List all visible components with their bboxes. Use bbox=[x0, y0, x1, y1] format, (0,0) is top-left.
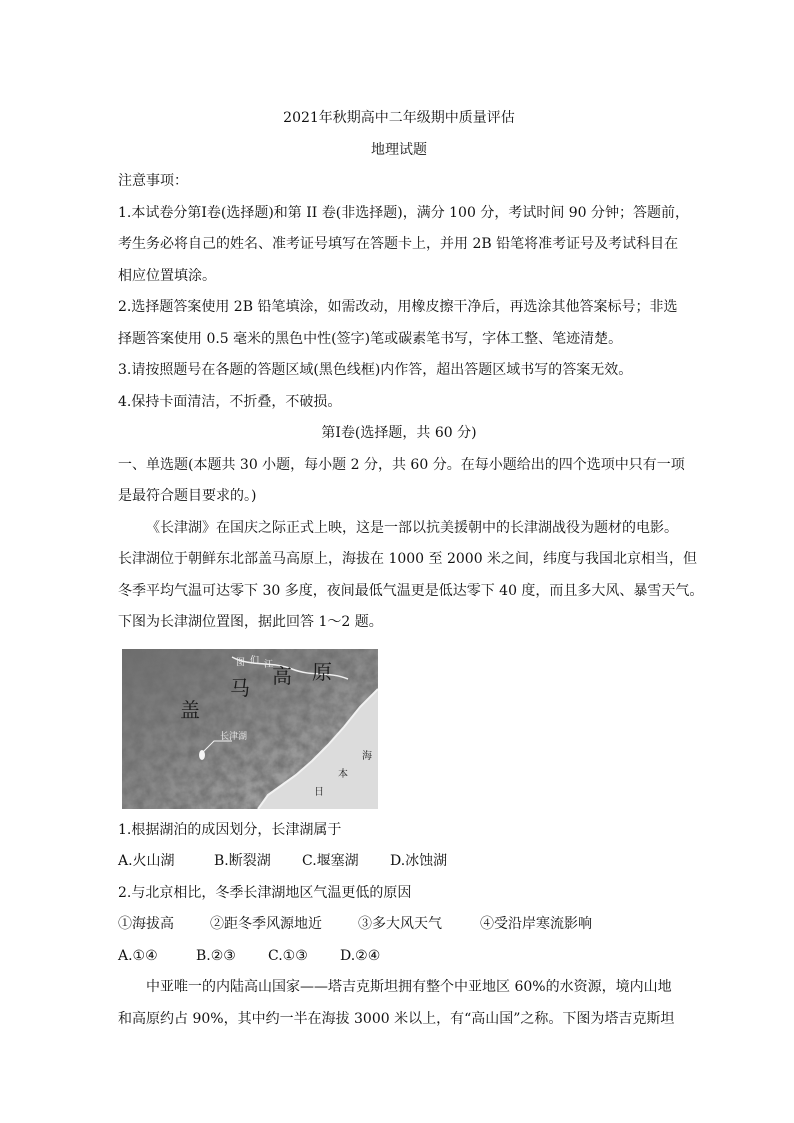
sea-label-2: 本 bbox=[338, 768, 348, 780]
changjin-lake bbox=[199, 750, 205, 760]
passage-line: 冬季平均气温可达零下 30 多度，夜间最低气温更是低达零下 40 度，而且多大风、暴雪天气。 bbox=[118, 582, 704, 599]
factor-1: ①海拔高 bbox=[118, 916, 174, 932]
passage-line: 下图为长津湖位置图，据此回答 1～2 题。 bbox=[118, 614, 383, 630]
passage-line: 长津湖位于朝鲜东北部盖马高原上，海拔在 1000 至 2000 米之间，纬度与我国北京相当，但 bbox=[118, 551, 698, 567]
river-label-2: 们 bbox=[250, 655, 260, 666]
question-1-options bbox=[118, 846, 680, 878]
notice-line: 择题答案使用 0.5 毫米的黑色中性(签字)笔或碳素笔书写，字体工整、笔迹清楚。 bbox=[118, 330, 623, 347]
option-b[interactable]: B.断裂湖 bbox=[214, 853, 271, 869]
option-c[interactable]: C.①③ bbox=[268, 947, 308, 964]
question-2-options bbox=[118, 941, 680, 973]
section-instruction: 一、单选题(本题共 30 小题，每小题 2 分，共 60 分。在每小题给出的四个选项中只有一项 bbox=[118, 456, 685, 473]
passage-line: 和高原约占 90%，其中约一半在海拔 3000 米以上，有“高山国”之称。下图为塔吉克斯坦 bbox=[118, 1010, 675, 1027]
plateau-label-2: 马 bbox=[230, 675, 250, 700]
option-a[interactable]: A.火山湖 bbox=[118, 853, 175, 869]
notice-line: 考生务必将自己的姓名、准考证号填写在答题卡上，并用 2B 铅笔将准考证号及考试科目在 bbox=[118, 236, 679, 252]
changjin-lake-location-map bbox=[122, 649, 378, 809]
sea-label-1: 日 bbox=[314, 786, 324, 798]
exam-title: 2021年秋期高中二年级期中质量评估 bbox=[283, 110, 515, 126]
passage-line: 《长津湖》在国庆之际正式上映，这是一部以抗美援朝中的长津湖战役为题材的电影。 bbox=[146, 519, 678, 536]
option-a[interactable]: A.①④ bbox=[118, 947, 158, 964]
notice-line: 1.本试卷分第Ⅰ卷(选择题)和第 II 卷(非选择题)，满分 100 分，考试时间 90 分钟；答题前， bbox=[118, 204, 690, 221]
factor-3: ③多大风天气 bbox=[358, 916, 442, 932]
plateau-label-3: 高 bbox=[272, 663, 292, 688]
plateau-label-1: 盖 bbox=[180, 697, 200, 722]
river-label-1: 图 bbox=[236, 657, 246, 668]
river-label-3: 江 bbox=[264, 659, 274, 670]
question-1-stem: 1.根据湖泊的成因划分，长津湖属于 bbox=[118, 821, 342, 838]
notice-line: 3.请按照题号在各题的答题区域(黑色线框)内作答，超出答题区域书写的答案无效。 bbox=[118, 362, 633, 378]
notice-line: 相应位置填涂。 bbox=[118, 267, 216, 284]
notice-line: 2.选择题答案使用 2B 铅笔填涂，如需改动，用橡皮擦干净后，再选涂其他答案标号；非选 bbox=[118, 299, 678, 315]
plateau-label-4: 原 bbox=[312, 659, 332, 684]
section-title: 第Ⅰ卷(选择题，共 60 分) bbox=[321, 425, 477, 441]
notice-heading: 注意事项： bbox=[118, 173, 188, 189]
option-d[interactable]: D.冰蚀湖 bbox=[390, 853, 448, 869]
section-instruction: 是最符合题目要求的。) bbox=[118, 488, 257, 504]
lake-label: 长津湖 bbox=[220, 731, 248, 742]
exam-page bbox=[118, 96, 704, 1035]
notice-line: 4.保持卡面清洁，不折叠，不破损。 bbox=[118, 393, 342, 410]
option-c[interactable]: C.堰塞湖 bbox=[302, 853, 359, 869]
sea-label-3: 海 bbox=[362, 750, 372, 762]
factor-2: ②距冬季风源地近 bbox=[210, 916, 322, 932]
question-2-factors bbox=[118, 909, 680, 941]
question-2-stem: 2.与北京相比，冬季长津湖地区气温更低的原因 bbox=[118, 884, 412, 901]
exam-subject: 地理试题 bbox=[371, 142, 427, 158]
passage-line: 中亚唯一的内陆高山国家——塔吉克斯坦拥有整个中亚地区 60%的水资源，境内山地 bbox=[146, 979, 672, 995]
option-d[interactable]: D.②④ bbox=[340, 947, 381, 964]
option-b[interactable]: B.②③ bbox=[196, 947, 236, 964]
factor-4: ④受沿岸寒流影响 bbox=[480, 916, 592, 932]
